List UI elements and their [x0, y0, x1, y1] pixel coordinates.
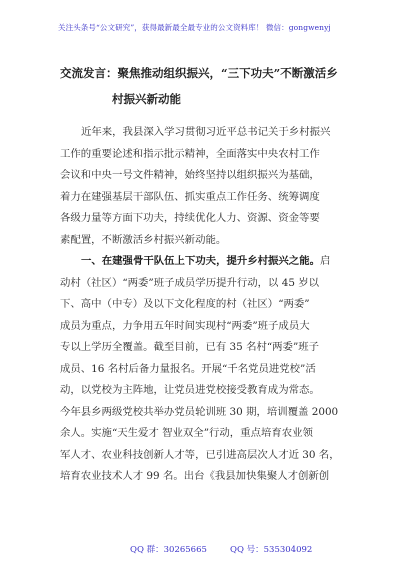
section-1-heading-tail: 启	[319, 255, 331, 267]
section-1-line: 下、高中（中专）及以下文化程度的村（社区）“两委”	[60, 298, 310, 310]
section-1-line: 成员、16 名村后备力量报名。开展“千名党员进党校”活	[60, 362, 316, 375]
section-1-first-line	[60, 251, 360, 273]
document-body	[60, 122, 360, 488]
intro-paragraph	[60, 122, 360, 251]
section-1-line: 动村（社区）“两委”班子成员学历提升行动，以 45 岁以	[60, 276, 320, 289]
title-line-2: 村振兴新动能	[112, 92, 181, 106]
section-1-line: 专以上学历全覆盖。截至目前，已有 35 名村“两委”班子	[60, 341, 320, 353]
intro-line: 工作的重要论述和指示批示精神，全面落实中央农村工作	[60, 147, 320, 160]
intro-line: 近年来，我县深入学习贯彻习近平总书记关于乡村振兴	[81, 126, 331, 138]
section-1-line: 成员为重点，力争用五年时间实现村“两委”班子成员大	[60, 319, 310, 332]
intro-line: 各级力量等方面下功夫，持续优化人力、资源、资金等要	[60, 212, 320, 224]
section-1-line: 培育农业技术人才 99 名。出台《我县加快集聚人才创新创	[60, 470, 330, 482]
section-1-line: 今年县乡两级党校共举办党员轮训班 30 期，培训覆盖 2000	[60, 405, 339, 418]
section-1-heading: 一、在建强骨干队伍上下功夫，提升乡村振兴之能。	[81, 255, 320, 267]
title-line-1: 交流发言：聚焦推动组织振兴，“三下功夫”不断激活乡	[60, 66, 338, 80]
intro-line: 会议和中央一号文件精神，始终坚持以组织振兴为基础，	[60, 169, 320, 181]
intro-line: 素配置，不断激活乡村振兴新动能。	[60, 233, 227, 246]
section-1-line: 余人。实施“天生爱才 智业双全”行动，重点培育农业领	[60, 427, 313, 439]
section-1-line: 军人才、农业科技创新人才等，已引进高层次人才近 30 名，	[60, 448, 340, 461]
header-promo-text: 关注头条号“公文研究”，获得最新最全最专业的公文资料库！ 微信：gongwenyj	[58, 23, 331, 32]
intro-line: 着力在建强基层干部队伍、抓实重点工作任务、统筹调度	[60, 190, 320, 203]
section-1-paragraph	[60, 251, 360, 488]
footer-qq-number: QQ 号：535304092	[230, 545, 313, 555]
footer-qq-group: QQ 群：30265665	[130, 545, 207, 555]
section-1-line: 动，以党校为主阵地，让党员进党校接受教育成为常态。	[60, 384, 320, 396]
document-title	[60, 60, 360, 112]
